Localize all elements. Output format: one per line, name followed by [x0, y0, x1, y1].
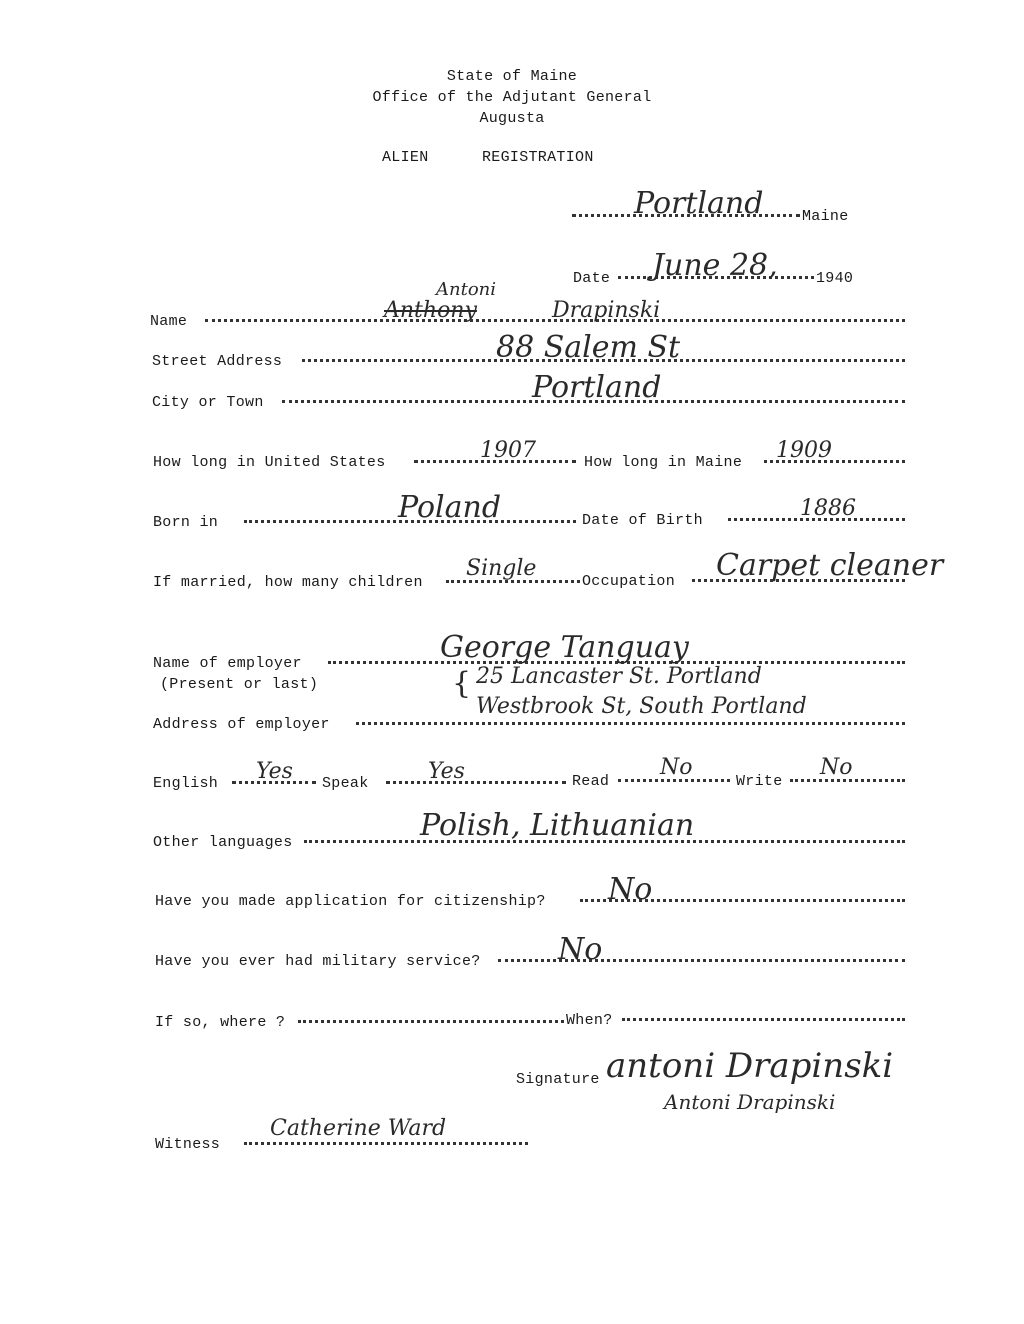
dob-label: Date of Birth [582, 512, 703, 529]
signature-value: antoni Drapinski [606, 1046, 894, 1086]
where-dots [298, 1018, 564, 1023]
present-or-last-label: (Present or last) [160, 676, 319, 693]
date-value: June 28, [652, 248, 778, 283]
english-label: English [153, 775, 219, 792]
us-value: 1907 [480, 438, 536, 463]
read-value: No [660, 755, 693, 780]
speak-value: Yes [428, 759, 465, 784]
maine-long-value: 1909 [776, 438, 832, 463]
name-label: Name [150, 313, 188, 330]
speak-dots [386, 779, 566, 784]
city-label: City or Town [152, 394, 264, 411]
street-value: 88 Salem St [496, 330, 681, 365]
born-value: Poland [398, 490, 502, 525]
born-label: Born in [153, 514, 219, 531]
date-label: Date [573, 270, 611, 287]
military-value: No [558, 932, 603, 967]
citizenship-value: No [608, 872, 653, 907]
employer-value: George Tanguay [440, 630, 689, 665]
form-title-alien: ALIEN [382, 149, 429, 166]
occupation-value: Carpet cleaner [716, 548, 944, 583]
where-label: If so, where ? [155, 1014, 286, 1031]
military-label: Have you ever had military service? [155, 953, 481, 970]
employer-address-label: Address of employer [153, 716, 330, 733]
employer-address-1: 25 Lancaster St. Portland [476, 664, 762, 689]
employer-address-2: Westbrook St, South Portland [476, 694, 807, 719]
speak-label: Speak [322, 775, 369, 792]
us-label: How long in United States [153, 454, 386, 471]
header-state: State of Maine [446, 68, 578, 85]
employer-label: Name of employer [153, 655, 302, 672]
header-office: Office of the Adjutant General [372, 89, 652, 106]
other-languages-label: Other languages [153, 834, 293, 851]
form-title-registration: REGISTRATION [482, 149, 594, 166]
signature-clerk-value: Antoni Drapinski [664, 1090, 836, 1114]
children-value: Single [466, 556, 537, 581]
citizenship-label: Have you made application for citizenship? [155, 893, 546, 910]
witness-value: Catherine Ward [270, 1116, 447, 1141]
name-correction: Antoni [436, 279, 497, 300]
employer-address-dots [356, 720, 905, 725]
maine-long-label: How long in Maine [584, 454, 743, 471]
other-languages-value: Polish, Lithuanian [420, 808, 695, 843]
when-dots [622, 1016, 905, 1021]
maine-label: Maine [802, 208, 849, 225]
signature-label: Signature [516, 1071, 600, 1088]
surname-value: Drapinski [552, 298, 661, 323]
brace-icon: { [452, 666, 472, 701]
year-label: 1940 [816, 270, 854, 287]
write-value: No [820, 755, 853, 780]
occupation-label: Occupation [582, 573, 676, 590]
write-label: Write [736, 773, 783, 790]
header-city: Augusta [479, 110, 545, 127]
witness-label: Witness [155, 1136, 221, 1153]
city-value: Portland [532, 370, 662, 405]
street-label: Street Address [152, 353, 283, 370]
dob-value: 1886 [800, 496, 856, 521]
place-value: Portland [634, 186, 764, 221]
children-label: If married, how many children [153, 574, 423, 591]
when-label: When? [566, 1012, 613, 1029]
read-label: Read [572, 773, 610, 790]
name-struck: Anthony [384, 298, 477, 323]
english-value: Yes [256, 759, 293, 784]
